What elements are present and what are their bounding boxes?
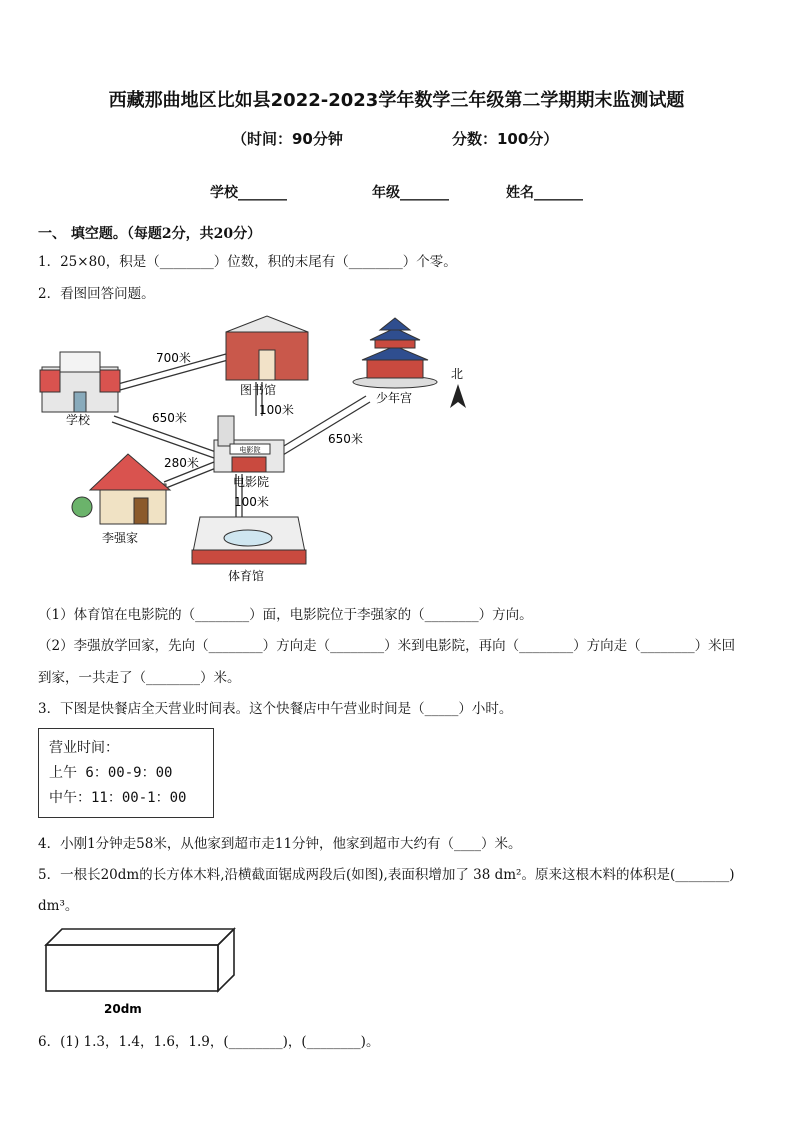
school-label: 学校 <box>66 413 91 427</box>
question-5a: 5．一根长20dm的长方体木料,沿横截面锯成两段后(如图),表面积增加了 38 dm²。原来这根木料的体积是(________) <box>38 867 735 883</box>
wood-figure <box>40 925 240 1019</box>
distance-school-cinema: 650米 <box>152 411 187 425</box>
distance-home-cinema: 280米 <box>164 456 199 470</box>
page-title: 西藏那曲地区比如县2022-2023学年数学三年级第二学期期末监测试题 <box>108 90 685 111</box>
distance-school-library: 700米 <box>156 351 191 365</box>
business-hours-box <box>38 728 214 818</box>
hours-heading: 营业时间： <box>49 740 119 756</box>
north-label: 北 <box>450 367 464 381</box>
cinema-icon <box>214 416 284 472</box>
school-icon <box>40 352 120 412</box>
question-4: 4．小刚1分钟走58米，从他家到超市走11分钟，他家到超市大约有（____）米。 <box>38 836 522 852</box>
question-2: 2．看图回答问题。 <box>38 286 155 302</box>
question-6: 6．(1) 1.3，1.4，1.6，1.9，(________)，(________)。 <box>38 1034 380 1050</box>
cinema-label: 电影院 <box>233 475 270 489</box>
section-heading: 一、 填空题。（每题2分，共20分） <box>38 226 262 242</box>
distance-cinema-gym: 100米 <box>234 495 269 509</box>
exam-score: 分数：100分） <box>452 130 559 148</box>
question-2-2a: （2）李强放学回家，先向（________）方向走（________）米到电影院，再向（________）方向走（________）米回 <box>38 638 736 654</box>
school-field: 学校_______ <box>210 185 287 201</box>
map-figure <box>30 312 480 590</box>
palace-label: 少年宫 <box>376 391 413 405</box>
grade-field: 年级_______ <box>372 185 449 201</box>
question-2-2b: 到家，一共走了（________）米。 <box>38 670 241 686</box>
wood-length-label: 20dm <box>104 1002 142 1016</box>
gym-icon <box>192 517 306 564</box>
hours-morning: 上午 6：00-9：00 <box>49 765 173 781</box>
question-3: 3．下图是快餐店全天营业时间表。这个快餐店中午营业时间是（_____）小时。 <box>38 701 513 717</box>
home-icon <box>72 454 170 524</box>
question-5b: dm³。 <box>38 898 79 914</box>
north-arrow-icon <box>450 384 466 408</box>
hours-noon: 中午：11：00-1：00 <box>49 790 187 806</box>
question-2-1: （1）体育馆在电影院的（________）面，电影院位于李强家的（________）方向。 <box>38 607 533 623</box>
name-field: 姓名_______ <box>506 185 583 201</box>
library-icon <box>226 316 308 380</box>
library-label: 图书馆 <box>240 383 277 397</box>
home-label: 李强家 <box>102 531 139 545</box>
exam-time: （时间：90分钟 <box>232 130 343 148</box>
cinema-sign: 电影院 <box>239 446 261 454</box>
distance-library-cinema: 100米 <box>259 403 294 417</box>
question-1: 1．25×80，积是（________）位数，积的末尾有（________）个零。 <box>38 254 457 270</box>
palace-icon <box>353 318 437 388</box>
distance-palace-cinema: 650米 <box>328 432 363 446</box>
gym-label: 体育馆 <box>228 569 265 583</box>
